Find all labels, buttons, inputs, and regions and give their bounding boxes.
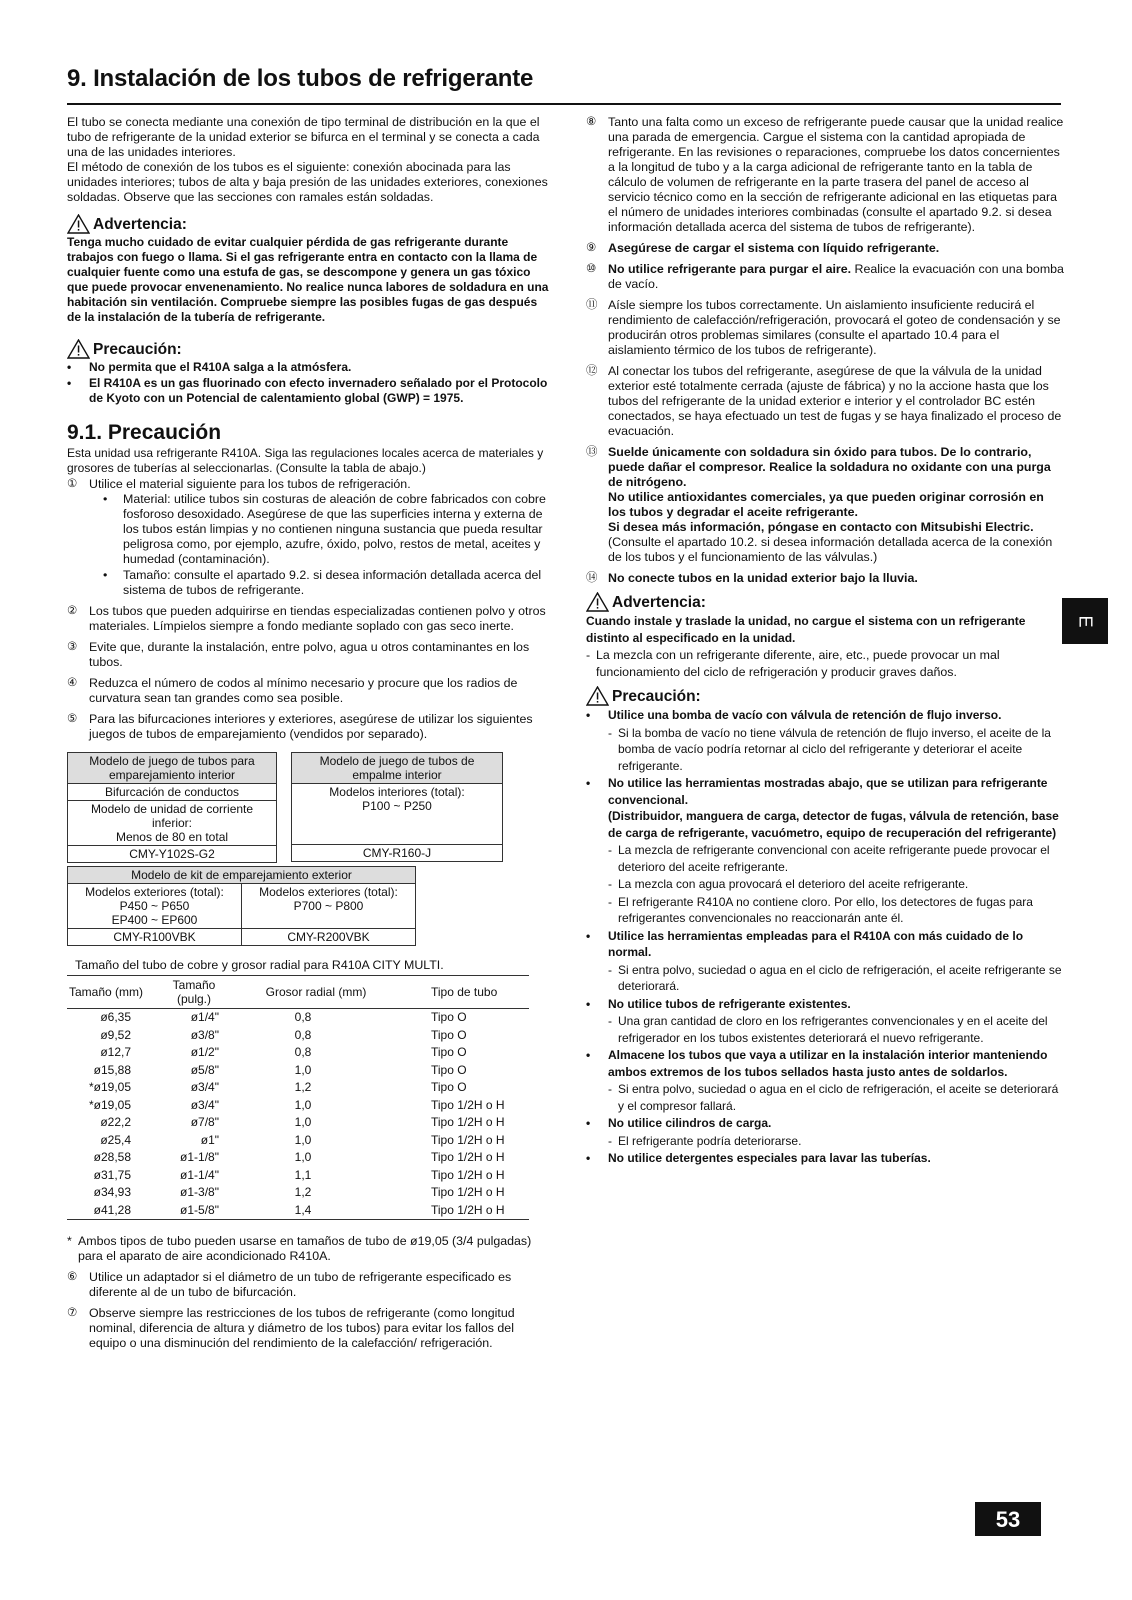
table-cell: ø3/8" (190, 1027, 219, 1042)
dash-item: - El refrigerante R410A no contiene cloro. Por ello, los detectores de fugas para refrigerantes convencionales no reaccionarán ante él. (608, 894, 1033, 925)
dash-item: - Si entra polvo, suciedad o agua en el ciclo de refrigeración, el aceite refrigerante se deteriorará. (608, 962, 1062, 993)
table-cell: 0,8 (294, 1027, 312, 1042)
table-cell: CMY-Y102S-G2 (68, 846, 277, 863)
table-cell: Tipo 1/2H o H (431, 1150, 505, 1164)
intro-paragraph: El método de conexión de los tubos es el siguiente: conexión abocinada para las unidades interiores; tubos de alta y baja presión de las unidades exteriores, conexiones soldadas. Observe que las secciones con ramales están soldadas. (67, 160, 548, 204)
table-cell: ø1-1/4" (180, 1167, 219, 1182)
numbered-item: ⑩ No utilice refrigerante para purgar el aire. Realice la evacuación con una bomba de vacío. (586, 262, 1064, 291)
outdoor-kit-table (67, 866, 416, 946)
table-cell: 1,0 (294, 1097, 312, 1112)
table-header: Modelo de juego de tubos de empalme interior (292, 753, 503, 784)
sub-bullet: • Tamaño: consulte el apartado 9.2. si desea información detallada acerca del sistema de tubos de refrigerante. (103, 568, 542, 597)
table-cell: ø31,75 (93, 1167, 131, 1182)
table-cell: *ø19,05 (88, 1080, 131, 1094)
table-cell: Bifurcación de conductos (68, 784, 277, 801)
table-row (67, 1009, 529, 1027)
numbered-item: ③ Evite que, durante la instalación, entre polvo, agua u otros contaminantes en los tubos. (67, 640, 530, 669)
table-cell: ø3/4" (190, 1097, 219, 1112)
table-cell: CMY-R160-J (292, 845, 503, 862)
table-cell: 1,0 (294, 1150, 312, 1164)
table-cell: ø1-5/8" (159, 1202, 229, 1220)
table-cell: ø15,88 (93, 1062, 131, 1077)
indoor-kit-table (67, 752, 277, 863)
table-header: Modelo de kit de emparejamiento exterior (68, 867, 416, 884)
table-row (67, 1202, 529, 1220)
table-cell: ø6,35 (100, 1010, 131, 1024)
caution-bullet: • Utilice las herramientas empleadas para el R410A con más cuidado de lo normal. (586, 928, 1024, 959)
table-cell: ø9,52 (100, 1027, 131, 1042)
warning-heading (586, 592, 1064, 612)
kit-tables (67, 752, 549, 862)
page-title: 9. Instalación de los tubos de refrigerante (67, 65, 534, 92)
table-cell: ø22,2 (100, 1115, 131, 1129)
caution-heading (67, 339, 549, 359)
language-tab: E (1062, 598, 1108, 644)
table-row (67, 1184, 529, 1202)
table-header: Modelo de juego de tubos para emparejamiento interior (68, 753, 277, 784)
column-header: Grosor radial (mm) (229, 976, 403, 1009)
table-row (67, 1114, 529, 1132)
warning-triangle-icon (586, 592, 609, 612)
right-column (586, 115, 1064, 1168)
warning-text: Tenga mucho cuidado de evitar cualquier pérdida de gas refrigerante durante trabajos con fuego o llama. Si el gas refrigerante entra en contacto con la llama de cualquier fuente como una estufa de gas, se descompone y genera un gas tóxico que puede provocar envenenamiento. No realice nunca labores de soldadura en una habitación sin ventilación. Compruebe siempre las posibles fugas de gas después de la instalación de la tubería de refrigerante. (67, 235, 549, 324)
caution-bullet: • El R410A es un gas fluorinado con efecto invernadero señalado por el Protocolo de Kyoto con un Potencial de calentamiento global (GWP) = 1975. (67, 376, 548, 405)
table-cell: Modelos exteriores (total): P450 ~ P650 EP400 ~ EP600 (68, 884, 242, 929)
title-rule (67, 103, 1061, 105)
dash-item: - El refrigerante podría deteriorarse. (608, 1133, 802, 1148)
joint-kit-table (291, 752, 503, 862)
table-cell: Tipo 1/2H o H (431, 1097, 505, 1112)
table-cell: Tipo O (431, 1062, 467, 1077)
table-cell: ø1/4" (190, 1010, 219, 1024)
table-cell: Tipo O (431, 1010, 467, 1024)
dash-item: - Una gran cantidad de cloro en los refrigerantes convencionales y en el aceite del refrigerador en los tubos existentes deteriorará el nuevo refrigerante. (608, 1014, 1048, 1045)
dash-item: - Si la bomba de vacío no tiene válvula de retención de flujo inverso, el aceite de la bomba de vacío podría retornar al ciclo del refrigerante y deteriorar el aceite refrigerante. (608, 725, 1051, 773)
table-cell: Tipo 1/2H o H (431, 1185, 505, 1199)
warning-heading (67, 214, 549, 234)
pipe-table-body (67, 1009, 529, 1220)
table-cell: *ø19,05 (88, 1097, 131, 1112)
table-row (67, 1167, 529, 1185)
pipe-table (67, 975, 529, 1220)
numbered-item: ④ Reduzca el número de codos al mínimo necesario y procure que los radios de curvatura sean tan grandes como sea posible. (67, 676, 518, 705)
caution-heading-text: Precaución: (612, 687, 701, 705)
table-cell: 0,8 (294, 1045, 312, 1059)
table-row (67, 1079, 529, 1097)
dash-item: - La mezcla con un refrigerante diferente, aire, etc., puede provocar un mal funcionamiento del ciclo de refrigeración y producir graves daños. (586, 648, 1000, 679)
column-header: Tipo de tubo (403, 976, 529, 1009)
table-row (67, 1062, 529, 1080)
caution-bullet: • Utilice una bomba de vacío con válvula de retención de flujo inverso. (586, 708, 1002, 722)
table-cell: Modelos interiores (total): P100 ~ P250 (292, 784, 503, 845)
numbered-item: ⑧ Tanto una falta como un exceso de refrigerante puede causar que la unidad realice una parada de emergencia. Cargue el sistema con la cantidad apropiada de refrigerante. En las revisiones o reparaciones, compruebe los datos concernientes a la longitud de tubo y a la carga adicional de refrigerante tanto en la tabla de cálculo de volumen de refrigerante en la parte trasera del panel de acceso al servicio técnico como en la sección de refrigerante adicional en las etiquetas para el número de unidades interiores combinadas (consulte el apartado 9.2. si desea información detallada acerca del sistema de tubos de refrigerante). (586, 115, 1064, 234)
table-cell: 1,0 (294, 1062, 312, 1077)
dash-item: - Si entra polvo, suciedad o agua en el ciclo de refrigeración, el aceite se deteriorará y el compresor fallará. (608, 1082, 1059, 1113)
numbered-item: ⑫ Al conectar los tubos del refrigerante, asegúrese de que la válvula de la unidad exterior esté totalmente cerrada (ajuste de fábrica) y no la accione hasta que los tubos del refrigerante de la unidad exterior e interior y el controlador BC estén conectados, se haya efectuado un test de fugas y se haya finalizado el proceso de evacuación. (586, 364, 1062, 438)
table-cell: 1,1 (294, 1167, 312, 1182)
sub-bullet: • Material: utilice tubos sin costuras de aleación de cobre fabricados con cobre fosforoso desoxidado. Asegúrese de que las superficies interna y externa de los tubos están limpias y no contienen ninguna sustancia que pueda resultar peligrosa como, por ejemplo, azufre, óxido, polvo, restos de metal, aceites y humedad (contaminación). (103, 492, 546, 566)
dash-item: - La mezcla con agua provocará el deterioro del aceite refrigerante. (608, 877, 969, 891)
numbered-item: ① Utilice el material siguiente para los tubos de refrigeración. (67, 477, 411, 491)
table-row (67, 1132, 529, 1150)
caution-list (586, 707, 1064, 1167)
table-row (67, 1027, 529, 1045)
numbered-item: ② Los tubos que pueden adquirirse en tiendas especializadas contienen polvo y otros materiales. Límpielos siempre a fondo mediante soplado con gas seco inerte. (67, 604, 546, 633)
table-cell: ø34,93 (93, 1185, 131, 1199)
caution-bullet: • No utilice cilindros de carga. (586, 1116, 772, 1130)
left-column (67, 115, 549, 1357)
caution-triangle-icon (67, 339, 90, 359)
caution-bullet: • Almacene los tubos que vaya a utilizar en la instalación interior manteniendo ambos extremos de los tubos sellados hasta justo antes de soldarlos. (586, 1048, 1048, 1079)
caution-bullet: • No permita que el R410A salga a la atmósfera. (67, 360, 352, 374)
table-cell: CMY-R200VBK (242, 929, 416, 946)
table-cell: ø41,28 (67, 1202, 159, 1220)
table-cell: 0,8 (294, 1010, 312, 1024)
intro-paragraph: El tubo se conecta mediante una conexión de tipo terminal de distribución en la que el tubo de refrigerante de la unidad exterior se bifurca en el terminal y se conecta a cada una de las unidades interiores. (67, 115, 540, 159)
table-cell: 1,0 (294, 1115, 312, 1129)
warning-text: Cuando instale y traslade la unidad, no cargue el sistema con un refrigerante distinto al especificado en la unidad. (586, 614, 1026, 645)
table-cell: 1,2 (294, 1080, 312, 1094)
numbered-item: ⑬ Suelde únicamente con soldadura sin óxido para tubos. De lo contrario, puede dañar el compresor. Realice la soldadura no oxidante con una purga de nitrógeno. No utilice antioxidantes comerciales, ya que pueden originar corrosión en los tubos y degradar el aceite refrigerante. Si desea más información, póngase en contacto con Mitsubishi Electric. (Consulte el apartado 10.2. si desea información detallada acerca de la conexión de los tubos y el funcionamiento de las válvulas.) (586, 445, 1053, 564)
table-row (67, 1149, 529, 1167)
table-cell: Modelo de unidad de corriente inferior: Menos de 80 en total (68, 801, 277, 846)
warning-triangle-icon (67, 214, 90, 234)
table-cell: Tipo 1/2H o H (431, 1115, 505, 1129)
table-cell: CMY-R100VBK (68, 929, 242, 946)
pipe-table-caption: Tamaño del tubo de cobre y grosor radial para R410A CITY MULTI. (75, 958, 444, 972)
caution-triangle-icon (586, 686, 609, 706)
table-cell: Tipo 1/2H o H (431, 1167, 505, 1182)
table-cell: ø1-3/8" (180, 1185, 219, 1199)
caution-heading-text: Precaución: (93, 340, 182, 358)
table-cell: ø5/8" (190, 1062, 219, 1077)
warning-heading-text: Advertencia: (93, 215, 187, 233)
column-header: Tamaño (mm) (67, 976, 159, 1009)
table-cell: 1,0 (294, 1132, 312, 1147)
table-cell: 1,2 (294, 1185, 312, 1199)
section-intro: Esta unidad usa refrigerante R410A. Siga las regulaciones locales acerca de materiales y grosores de tuberías al seleccionarlas. (Consulte la tabla de abajo.) (67, 446, 544, 475)
caution-heading (586, 686, 1064, 706)
table-row (67, 1097, 529, 1115)
footnote: * Ambos tipos de tubo pueden usarse en tamaños de tubo de ø19,05 (3/4 pulgadas) para el aparato de aire acondicionado R410A. (67, 1234, 532, 1263)
table-cell: ø1/2" (190, 1045, 219, 1059)
page-number: 53 (975, 1502, 1041, 1536)
table-cell: Tipo O (431, 1045, 467, 1059)
table-cell: ø3/4" (190, 1080, 219, 1094)
numbered-item: ⑪ Aísle siempre los tubos correctamente. Un aislamiento insuficiente reducirá el rendimiento de calefacción/refrigeración, provocará el goteo de condensación y se producirán otros problemas similares (consulte el apartado 10.4 para el aislamiento térmico de los tubos de refrigerante). (586, 298, 1061, 357)
table-cell: ø12,7 (100, 1045, 131, 1059)
numbered-item: ⑭ No conecte tubos en la unidad exterior bajo la lluvia. (586, 571, 918, 585)
column-header: Tamaño (pulg.) (159, 976, 229, 1009)
numbered-item: ⑥ Utilice un adaptador si el diámetro de un tubo de refrigerante especificado es diferente al de un tubo de bifurcación. (67, 1270, 512, 1299)
numbered-item: ⑤ Para las bifurcaciones interiores y exteriores, asegúrese de utilizar los siguientes juegos de tubos de emparejamiento (vendidos por separado). (67, 712, 533, 741)
table-cell: 1,4 (229, 1202, 403, 1220)
caution-bullet: • No utilice detergentes especiales para lavar las tuberías. (586, 1151, 931, 1165)
table-cell: ø28,58 (93, 1150, 131, 1164)
numbered-item: ⑦ Observe siempre las restricciones de los tubos de refrigerante (como longitud nominal, diferencia de altura y diámetro de los tubos) para evitar los fallos del equipo o una disminución del rendimiento de la calefacción/ refrigeración. (67, 1306, 515, 1350)
table-cell: ø1-1/8" (180, 1150, 219, 1164)
outdoor-kit-wrap (67, 866, 549, 948)
numbered-item: ⑨ Asegúrese de cargar el sistema con líquido refrigerante. (586, 241, 940, 255)
table-row (67, 1044, 529, 1062)
table-cell: ø25,4 (100, 1132, 131, 1147)
table-cell: Tipo O (431, 1027, 467, 1042)
table-cell: Tipo 1/2H o H (403, 1202, 529, 1220)
caution-bullet: • No utilice las herramientas mostradas abajo, que se utilizan para refrigerante convencional. (Distribuidor, manguera de carga, detector de fugas, válvula de retención, base de carga de refrigerante, vacuómetro, equipo de recuperación del refrigerante) (586, 776, 1059, 840)
warning-heading-text: Advertencia: (612, 593, 706, 611)
table-cell: ø1" (200, 1132, 219, 1147)
section-heading: 9.1. Precaución (67, 421, 222, 444)
dash-item: - La mezcla de refrigerante convencional con aceite refrigerante puede provocar el deterioro del aceite refrigerante. (608, 843, 1050, 874)
table-cell: ø7/8" (190, 1115, 219, 1129)
caution-bullet: • No utilice tubos de refrigerante existentes. (586, 996, 851, 1011)
table-cell: Tipo 1/2H o H (431, 1132, 505, 1147)
table-cell: Tipo O (431, 1080, 467, 1094)
table-cell: Modelos exteriores (total): P700 ~ P800 (242, 884, 416, 929)
